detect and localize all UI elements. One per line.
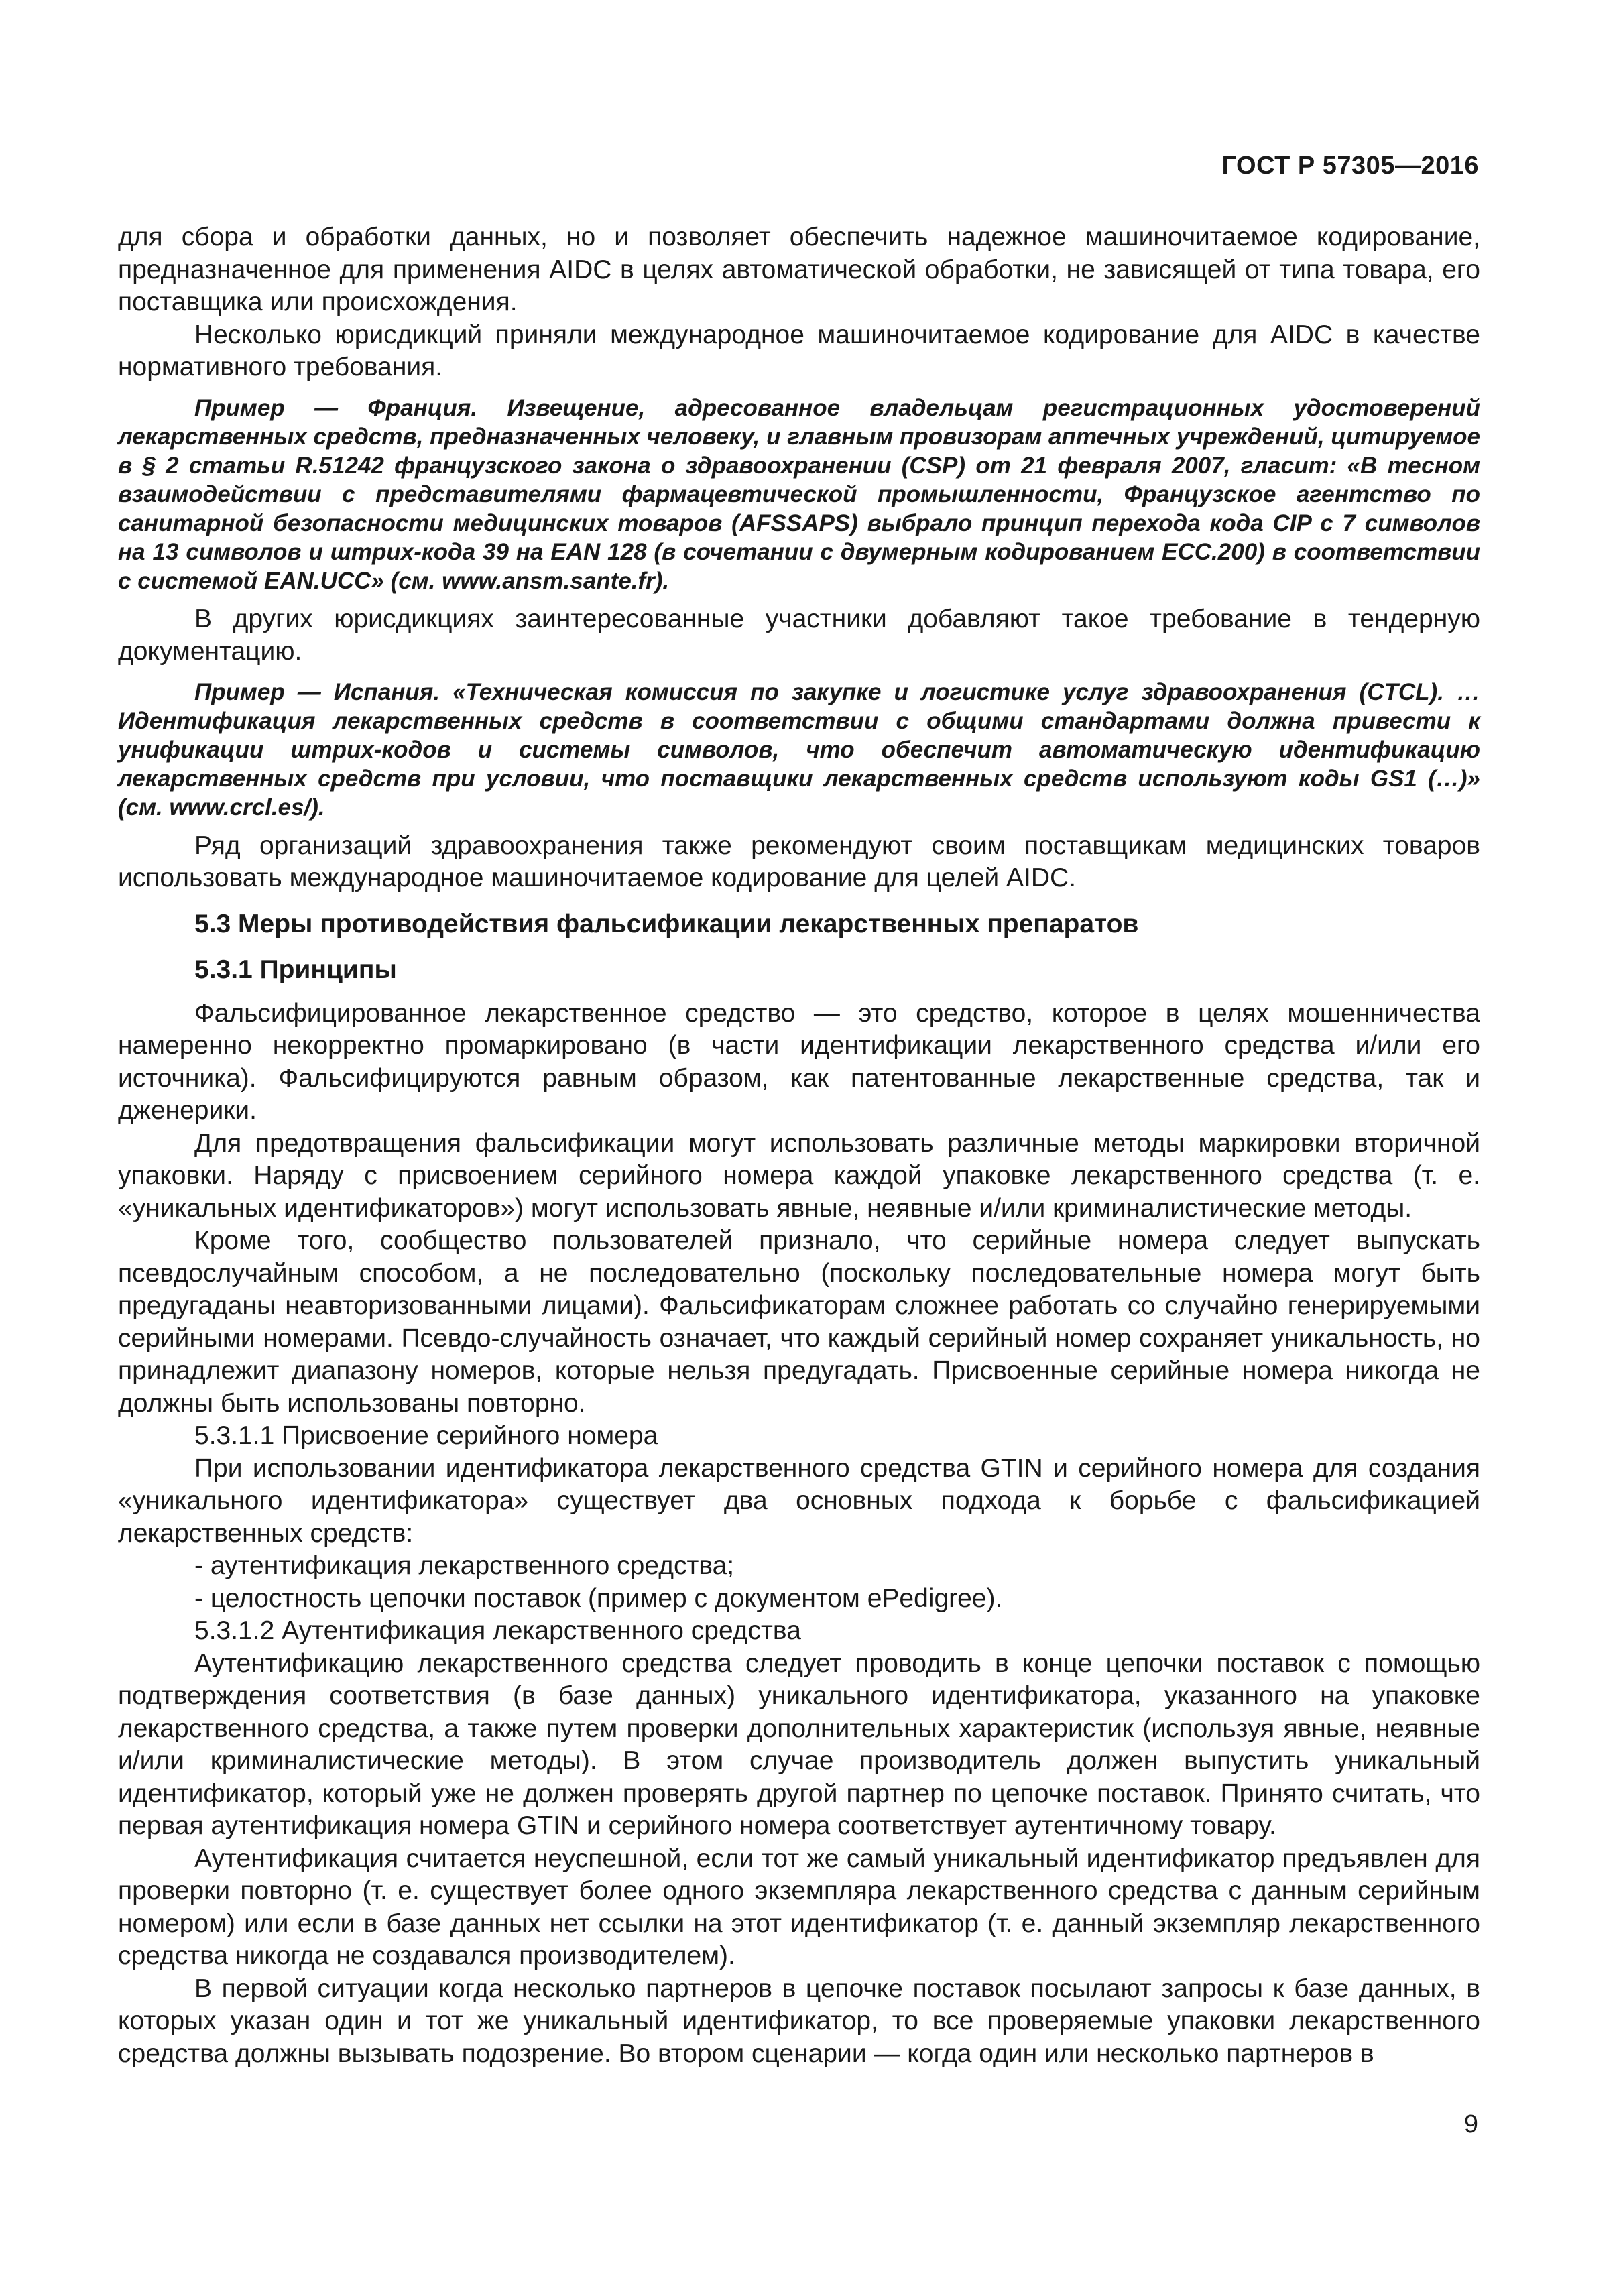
example-spain: Пример — Испания. «Техническая комиссия по закупке и логистике услуг здравоохранения (CTCL). … Идентификация лекарственных средств в соответствии с общими стандартами должна привести к унификации штрих-кодов и системы символов, что обеспечит автоматическую идентификацию лекарственных средств при условии, что поставщики лекарственных средств используют коды GS1 (…)» (см. www.crcl.es/). xyxy=(118,678,1480,821)
paragraph: В других юрисдикциях заинтересованные участники добавляют такое требование в тендерную документацию. xyxy=(118,604,1480,666)
subsection-heading-5-3-1-1: 5.3.1.1 Присвоение серийного номера xyxy=(194,1421,658,1450)
subsection-heading-5-3-1-2: 5.3.1.2 Аутентификация лекарственного средства xyxy=(194,1616,801,1645)
paragraph: Аутентификация считается неуспешной, если тот же самый уникальный идентификатор предъявлен для проверки повторно (т. е. существует более одного экземпляра лекарственного средства с данным серийным номером) или если в базе данных нет ссылки на этот идентификатор (т. е. данный экземпляр лекарственного средства никогда не создавался производителем). xyxy=(118,1844,1480,1970)
list-item: - аутентификация лекарственного средства; xyxy=(194,1551,735,1580)
section-heading-5-3: 5.3 Меры противодействия фальсификации лекарственных препаратов xyxy=(194,909,1139,939)
paragraph: Несколько юрисдикций приняли международное машиночитаемое кодирование для AIDC в качестве нормативного требования. xyxy=(118,320,1480,381)
list-item: - целостность цепочки поставок (пример с документом ePedigree). xyxy=(194,1583,1003,1613)
paragraph: для сбора и обработки данных, но и позволяет обеспечить надежное машиночитаемое кодирование, предназначенное для применения AIDC в целях автоматической обработки, не зависящей от типа товара, его поставщика или происхождения. xyxy=(118,223,1480,316)
paragraph: Аутентификацию лекарственного средства следует проводить в конце цепочки поставок с помощью подтверждения соответствия (в базе данных) уникального идентификатора, указанного на упаковке лекарственного средства, а также путем проверки дополнительных характеристик (используя явные, неявные и/или криминалистические методы). В этом случае производитель должен выпустить уникальный идентификатор, который уже не должен проверять другой партнер по цепочке поставок. Принято считать, что первая аутентификация номера GTIN и серийного номера соответствует аутентичному товару. xyxy=(118,1648,1480,1840)
page-number: 9 xyxy=(1463,2110,1478,2138)
paragraph: Для предотвращения фальсификации могут использовать различные методы маркировки вторичной упаковки. Наряду с присвоением серийного номера каждой упаковке лекарственного средства (т. е. «уникальных идентификаторов») могут использовать явные, неявные и/или криминалистические методы. xyxy=(118,1128,1480,1223)
example-france: Пример — Франция. Извещение, адресованное владельцам регистрационных удостоверений лекарственных средств, предназначенных человеку, и главным провизорам аптечных учреждений, цитируемое в § 2 статьи R.51242 французского закона о здравоохранении (CSP) от 21 февраля 2007, гласит: «В тесном взаимодействии с представителями фармацевтической промышленности, Французское агентство по санитарной безопасности медицинских товаров (AFSSAPS) выбрало принцип перехода кода CIP с 7 символов на 13 символов и штрих-кода 39 на EAN 128 (в сочетании с двумерным кодированием ECC.200) в соответствии с системой EAN.UCC» (см. www.ansm.sante.fr). xyxy=(118,394,1480,594)
section-heading-5-3-1: 5.3.1 Принципы xyxy=(194,955,397,984)
paragraph: Фальсифицированное лекарственное средство — это средство, которое в целях мошенничества намеренно некорректно промаркировано (в части идентификации лекарственного средства и/или его источника). Фальсифицируются равным образом, как патентованные лекарственные средства, так и дженерики. xyxy=(118,998,1480,1125)
page-content xyxy=(118,221,1480,2070)
document-id-header: ГОСТ Р 57305—2016 xyxy=(1221,152,1479,180)
paragraph: В первой ситуации когда несколько партнеров в цепочке поставок посылают запросы к базе данных, в которых указан один и тот же уникальный идентификатор, то все проверяемые упаковки лекарственного средства должны вызывать подозрение. Во втором сценарии — когда один или несколько партнеров в xyxy=(118,1974,1480,2068)
paragraph: Кроме того, сообщество пользователей признало, что серийные номера следует выпускать псевдослучайным способом, а не последовательно (поскольку последовательные номера могут быть предугаданы неавторизованными лицами). Фальсификаторам сложнее работать со случайно генерируемыми серийными номерами. Псевдо-случайность означает, что каждый серийный номер сохраняет уникальность, но принадлежит диапазону номеров, которые нельзя предугадать. Присвоенные серийные номера никогда не должны быть использованы повторно. xyxy=(118,1226,1480,1418)
paragraph: Ряд организаций здравоохранения также рекомендуют своим поставщикам медицинских товаров использовать международное машиночитаемое кодирование для целей AIDC. xyxy=(118,831,1480,892)
paragraph: При использовании идентификатора лекарственного средства GTIN и серийного номера для создания «уникального идентификатора» существует два основных подхода к борьбе с фальсификацией лекарственных средств: xyxy=(118,1453,1480,1548)
